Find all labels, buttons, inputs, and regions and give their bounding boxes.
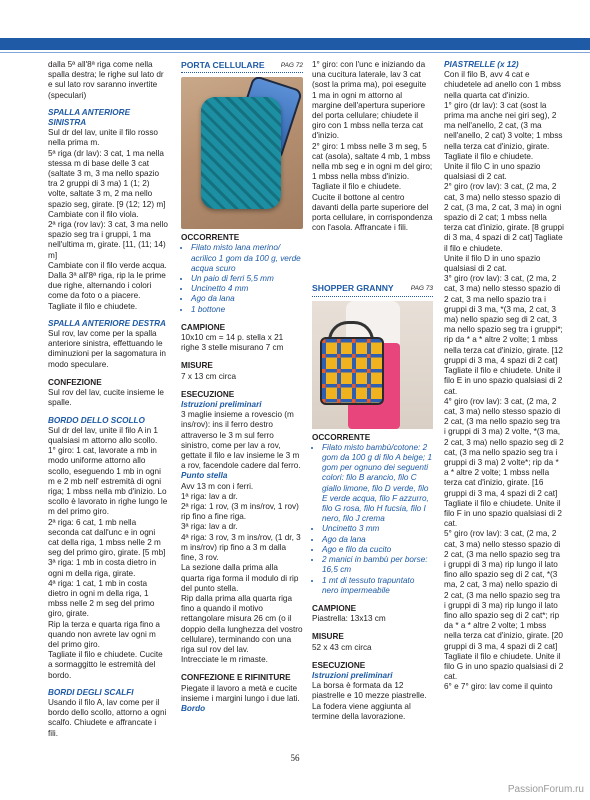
section-heading: CONFEZIONE E RIFINITURE [181, 673, 291, 683]
shopper-photo [312, 301, 433, 429]
watermark: PassionForum.ru [507, 784, 584, 795]
section-heading: CAMPIONE [312, 603, 357, 613]
granny-bag-image [320, 337, 384, 405]
paragraph: 7 x 13 cm circa [181, 371, 237, 381]
section-heading: ESECUZIONE [181, 389, 235, 399]
paragraph: 2° giro: 1 mbss nelle 3 m seg, 5 cat (asola), saltate 4 mb, 1 mbss nella mb seg e in ogni m del giro; 1 mbss nella mbss d'inizio. Tagliate il filo e chiudete. [312, 141, 433, 192]
paragraph: 2ª riga: 1 rov, (3 m ins/rov, 1 rov) rip fino a fine riga. [181, 502, 299, 522]
section-heading: SPALLA ANTERIORE SINISTRA [48, 107, 131, 128]
paragraph: Cambiate con il filo viola. [48, 209, 139, 219]
paragraph: Piastrella: 13x13 cm [312, 614, 386, 624]
material-item: • 1 mt di tessuto trapuntato nero impermeabile [322, 576, 433, 596]
paragraph: 1ª riga: lav a dr. [181, 491, 238, 501]
column-3 [312, 60, 433, 722]
paragraph: Tagliate il filo e chiudete. Cucite a sormaggitto le estremità del bordo. [48, 650, 163, 680]
page-reference: PAG 72 [280, 62, 303, 69]
title-rule [312, 296, 433, 297]
paragraph: Rip la terza e quarta riga fino a quando non avrete lav ogni m del primo giro. [48, 619, 160, 649]
material-item: • Ago da lana [191, 294, 303, 304]
section-heading: BORDI DEGLI SCALFI [48, 687, 134, 697]
paragraph: dalla 5ª all'8ª riga come nella spalla destra; le righe sul lato dr e sul lato rov saranno invertite (speculari) [48, 60, 164, 100]
paragraph: 3ª riga: lav a dr. [181, 522, 238, 532]
page-number: 56 [290, 753, 300, 763]
section-heading: Istruzioni preliminari [312, 670, 393, 680]
paragraph: Usando il filo A, lav come per il bordo dello scollo, attorno a ogni scalfo. Chiudete e affrancate i fili. [48, 697, 167, 738]
paragraph: 3 maglie insieme a rovescio (m ins/rov): ins il ferro destro attraverso le 3 m sul ferro sinistro, come per lav a rov, gettate il filo e lav insieme le 3 m a rov, facendole cadere dal ferro. [181, 410, 301, 471]
section-heading: SPALLA ANTERIORE DESTRA [48, 318, 166, 328]
section-heading: MISURE [312, 632, 344, 642]
paragraph: Unite il filo C in uno spazio qualsiasi di 2 cat. [444, 162, 541, 182]
occorrente-heading: OCCORRENTE [181, 233, 240, 243]
section-heading: PIASTRELLE (x 12) [444, 60, 519, 69]
material-item: • Ago da lana [322, 535, 433, 545]
material-item: • Uncinetto 4 mm [191, 284, 303, 294]
section-heading: Punto stella [181, 471, 228, 481]
paragraph: Dalla 3ª all'8ª riga, rip la le prime due righe, alternando i colori come da foto o a piacere. Tagliate il filo e chiudete. [48, 271, 166, 311]
material-item: • Uncinetto 3 mm [322, 524, 433, 534]
material-item: • 1 bottone [191, 305, 303, 315]
paragraph: 5ª riga (dr lav): 3 cat, 1 ma nella stessa m di base delle 3 cat (saltate 3 m, 3 ma nello spazio tra 2 gruppi di 3 ma) 1 (1; 2) volte, saltate 3 m, 2 ma nello spazio seg, girate. [9 (12; 12) m] [48, 148, 166, 209]
material-item: • Un paio di ferri 5,5 mm [191, 274, 303, 284]
header-rule [0, 52, 590, 53]
section-heading: Bordo [181, 703, 206, 713]
section-title-phone-case: PORTA CELLULARE PAG 72 [181, 60, 303, 70]
paragraph: Avv 13 m con i ferri. [181, 481, 254, 491]
material-item: • 2 manici in bambù per borse: 16,5 cm [322, 555, 433, 575]
paragraph: 4° giro (rov lav): 3 cat, (2 ma, 2 cat, 3 ma) nello stesso spazio di 2 cat, (3 ma nello spazio seg tra i gruppi di 3 ma) 2 volte, *(3 ma, 2 cat, 3 ma) nello spazio seg di 2 cat, (3 ma nello spazio seg tra i gruppi di 3 ma) 2 volte*; rip da * a * altre 2 volte; 1 mbss nella terza cat d'inizio, girate. [16 gruppi di 3 ma, 4 spazi di 2 cat] [444, 396, 564, 498]
material-item: • Filato misto bambù/cotone: 2 gom da 100 g di filo A beige; 1 gom per ognuno dei seguenti colori: filo B arancio, filo C giallo limone, filo D verde, filo E verde acqua, filo F azzurro, filo G rosa, filo H fucsia, filo I nero, filo J crema [322, 443, 433, 525]
paragraph: 3° giro (rov lav): 3 cat, (2 ma, 2 cat, 3 ma) nello stesso spazio di 2 cat, 3 ma nello spazio tra i gruppi di 3 ma, *(3 ma, 2 cat, 3 ma) nello spazio seg di 2 cat, 3 ma nello spazio seg tra i gruppi*; rip da * a * altre 2 volte; 1 mbss nella terza cat d'inizio, girate. [12 gruppi di 3 ma, 4 spazi di 2 cat] [444, 274, 563, 365]
paragraph: Sul dr del lav, unite il filo A in 1 qualsiasi m attorno allo scollo. [48, 425, 158, 445]
materials-list [312, 443, 433, 596]
page-reference: PAG 73 [410, 285, 433, 293]
paragraph: 52 x 43 cm circa [312, 642, 372, 652]
section-heading: CAMPIONE [181, 322, 226, 332]
column-4 [444, 60, 564, 693]
paragraph: 2ª riga (rov lav): 3 cat, 3 ma nello spazio seg tra i gruppi, 1 ma nell'ultima m, girate. [11, (11; 14) m] [48, 220, 168, 260]
title-rule [181, 72, 303, 73]
paragraph: Tagliate il filo e chiudete. Unite il filo E in uno spazio qualsiasi di 2 cat. [444, 366, 563, 396]
phone-case-photo [181, 77, 303, 229]
paragraph: Tagliate il filo e chiudete. Unite il filo G in uno spazio qualsiasi di 2 cat. [444, 651, 564, 682]
paragraph: 6° e 7° giro: lav come il quinto [444, 682, 553, 692]
header-band [0, 38, 590, 50]
paragraph: Piegate il lavoro a metà e cucite insieme i margini lungo i due lati. [181, 683, 300, 703]
paragraph: Con il filo B, avv 4 cat e chiudetele ad anello con 1 mbss nella quarta cat d'inizio. [444, 70, 561, 100]
column-2 [181, 60, 303, 714]
section-title-shopper: SHOPPER GRANNY PAG 73 [312, 283, 433, 294]
paragraph: 4ª riga: 3 rov, 3 m ins/rov, (1 dr, 3 m ins/rov) rip fino a 3 m dalla fine, 3 rov. [181, 532, 301, 563]
occorrente-heading: OCCORRENTE [312, 432, 371, 442]
section-heading: MISURE [181, 361, 213, 371]
paragraph: 4ª riga: 1 cat, 1 mb in costa dietro in ogni m della riga, 1 mbss nelle 2 m seg del primo giro, girate. [48, 578, 155, 619]
material-item: • Filato misto lana merino/ acrilico 1 gom da 100 g, verde acqua scuro [191, 243, 303, 274]
paragraph: 3ª riga: 1 mb in costa dietro in ogni m della riga, girate. [48, 558, 157, 578]
paragraph: Cucite il bottone al centro davanti della parte superiore del porta cellulare, in corrispondenza con l'asola. Affrancate i fili. [312, 192, 433, 233]
paragraph: 10x10 cm = 14 p. stella x 21 righe 3 stelle misurano 7 cm [181, 333, 284, 353]
section-heading: CONFEZIONE [48, 377, 102, 387]
paragraph: 1° giro: con l'unc e iniziando da una cucitura laterale, lav 3 cat (sost la prima ma), poi eseguite 1 ma in ogni m attorno al margine dell'apertura superiore del porta cellulare; chiudete il giro con 1 mbss nella terza cat d'inizio. [312, 60, 427, 141]
paragraph: Intrecciate le m rimaste. [181, 655, 268, 665]
paragraph: 1° giro (dr lav): 3 cat (sost la prima ma anche nei giri seg), 2 ma nell'anello, 2 cat, (3 ma nell'anello, 2 cat) 3 volte; 1 mbss nella terza cat d'inizio, girate. Tagliate il filo e chiudete. [444, 100, 563, 161]
materials-list [181, 243, 303, 314]
section-heading: ESECUZIONE [312, 660, 366, 670]
section-heading: BORDO DELLO SCOLLO [48, 415, 145, 425]
paragraph: Unite il filo D in uno spazio qualsiasi di 2 cat. [444, 253, 541, 274]
paragraph: Sul rov, lav come per la spalla anteriore sinistra, effettuando le diminuzioni per la sagomatura in modo speculare. [48, 329, 166, 369]
crochet-case-image [201, 97, 281, 209]
material-item: • Ago e filo da cucito [322, 545, 433, 555]
paragraph: La sezione dalla prima alla quarta riga forma il modulo di rip del punto stella. [181, 563, 299, 593]
section-heading: Istruzioni preliminari [181, 400, 262, 410]
paragraph: 5° giro (rov lav): 3 cat, (2 ma, 2 cat, 3 ma) nello stesso spazio di 2 cat, (3 ma nello spazio seg tra i gruppi di 3 ma) rip lungo il lato fino allo spazio seg di 2 cat, *(3 ma, 2 cat, 3 ma) nello spazio di 2 cat, (3 ma nello spazio seg tra i gruppi di 3 ma) rip lungo il lato fino allo spazio seg di 2 cat*; rip da * a * altre 2 volte; 1 mbss nella terza cat d'inizio, girate. [20 gruppi di 3 ma, 4 spazi di 2 cat] [444, 529, 563, 651]
paragraph: Rip dalla prima alla quarta riga fino a quando il motivo rettangolare misura 26 cm (o il doppio della lunghezza del vostro cellulare), terminando con una riga sul rov del lav. [181, 593, 303, 654]
paragraph: La borsa è formata da 12 piastrelle e 10 mezze piastrelle. La fodera viene aggiunta al termine della lavorazione. [312, 681, 427, 721]
paragraph: 2ª riga: 6 cat, 1 mb nella seconda cat dall'unc e in ogni cat della riga, 1 mbss nelle 2 m seg del primo giro, girate. [5 mb] [48, 517, 166, 558]
paragraph: Tagliate il filo e chiudete. Unite il filo F in uno spazio qualsiasi di 2 cat. [444, 498, 562, 529]
paragraph: Sul rov del lav, cucite insieme le spalle. [48, 388, 164, 408]
paragraph: 1° giro: 1 cat, lavorate a mb in modo uniforme attorno allo scollo, eseguendo 1 mb in ogni m e 2 mb nell' estremità di ogni riga; 1 mbss nella mb d'inizio. Lo scollo è lavorato in righe lungo le m del primo giro. [48, 446, 168, 517]
paragraph: 2° giro (rov lav): 3 cat, (2 ma, 2 cat, 3 ma) nello stesso spazio di 2 cat, (3 ma, 2 cat, 3 ma) in ogni spazio di 2 cat; 1 mbss nella terza cat d'inizio, girate. [8 gruppi di 3 ma, 4 spazi di 2 cat] Tagliate il filo e chiudete. [444, 182, 564, 253]
column-1 [48, 60, 168, 739]
paragraph: Sul dr del lav, unite il filo rosso nella prima m. [48, 128, 158, 148]
paragraph: Cambiate con il filo verde acqua. [48, 260, 167, 270]
